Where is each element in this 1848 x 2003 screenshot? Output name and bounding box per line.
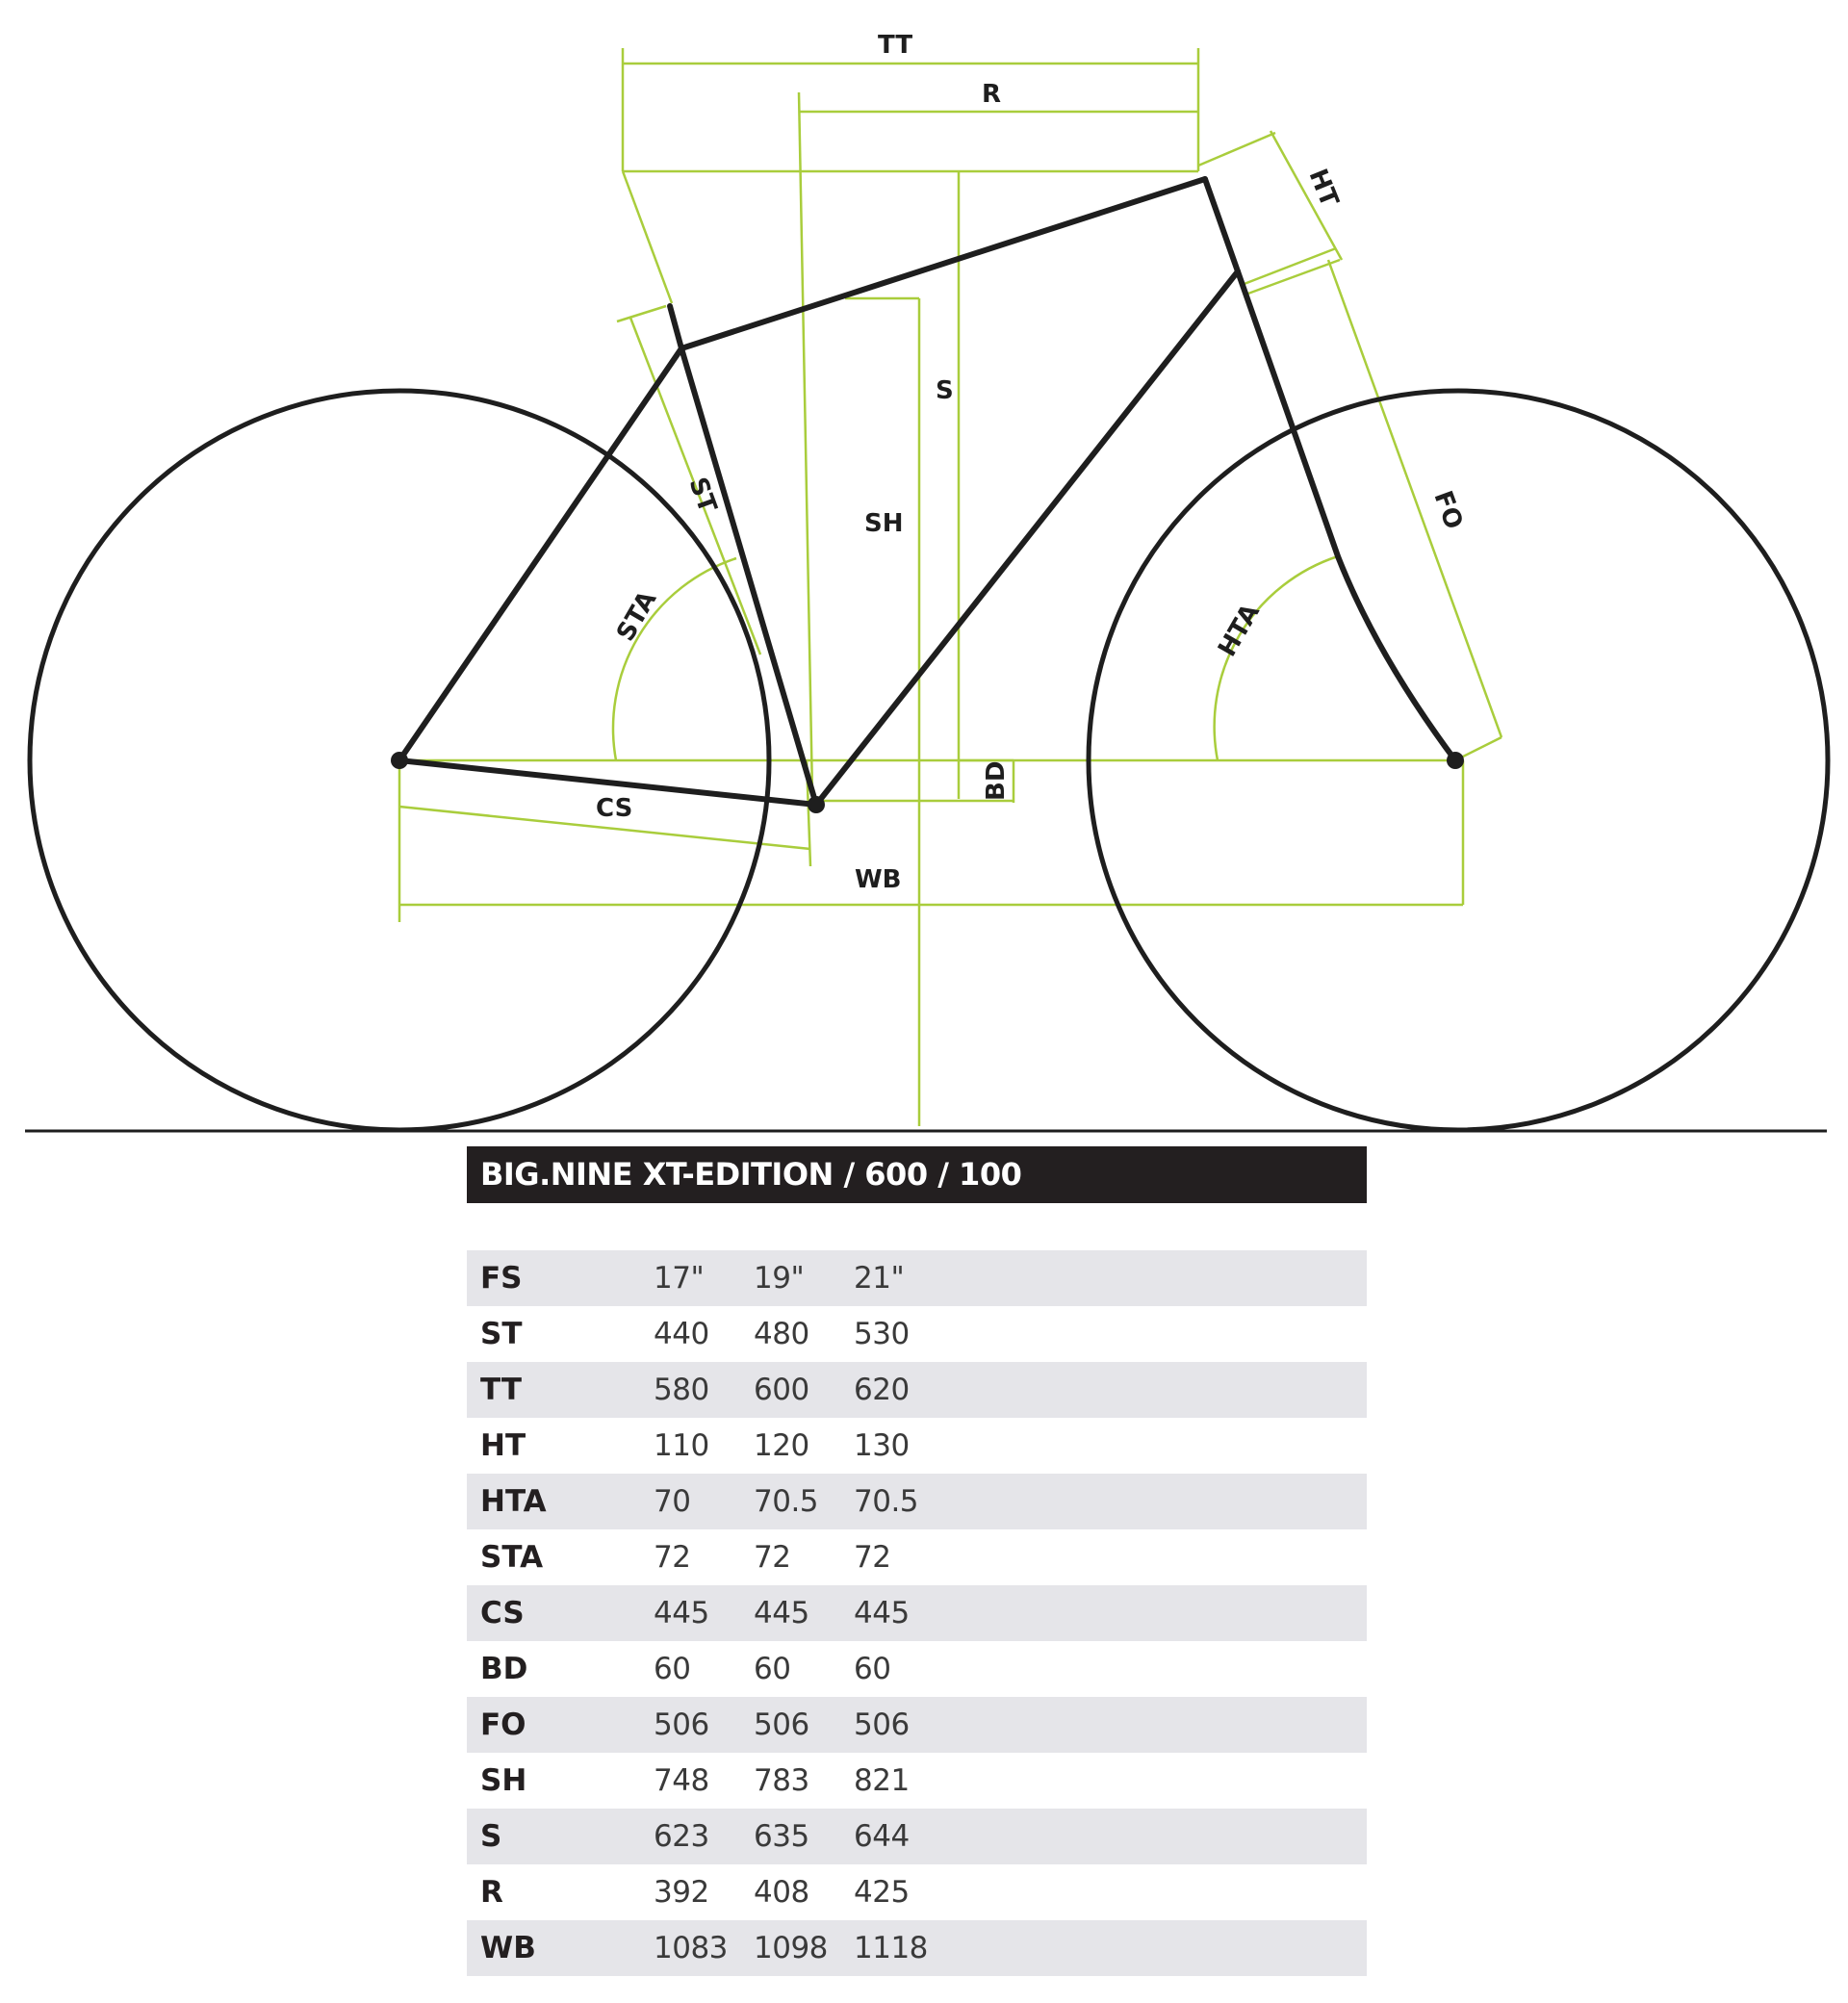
- table-row: [467, 1474, 1367, 1529]
- row-value: 60: [754, 1652, 791, 1686]
- row-key: ST: [480, 1317, 523, 1351]
- table-row: [467, 1809, 1367, 1864]
- row-value: 821: [854, 1763, 910, 1798]
- label-tt: TT: [878, 31, 913, 60]
- row-value: 392: [654, 1875, 709, 1910]
- row-value: 480: [754, 1317, 809, 1351]
- label-st: ST: [682, 474, 723, 517]
- label-r: R: [982, 80, 1002, 109]
- bottom-bracket: [808, 796, 825, 813]
- row-value: 408: [754, 1875, 809, 1910]
- row-value: 110: [654, 1428, 709, 1463]
- table-row: [467, 1306, 1367, 1362]
- row-key: S: [480, 1819, 502, 1854]
- row-value: 506: [854, 1708, 910, 1742]
- bike-frame: [399, 179, 1455, 805]
- label-hta: HTA: [1213, 599, 1266, 662]
- table-row: [467, 1529, 1367, 1585]
- row-value: 70.5: [854, 1484, 919, 1519]
- row-value: 644: [854, 1819, 910, 1854]
- table-title: BIG.NINE XT-EDITION / 600 / 100: [467, 1146, 1367, 1203]
- table-row: [467, 1920, 1367, 1976]
- table-row: [467, 1250, 1367, 1306]
- row-value: 506: [654, 1708, 709, 1742]
- row-value: 506: [754, 1708, 809, 1742]
- front-hub: [1447, 752, 1464, 769]
- row-value: 783: [754, 1763, 809, 1798]
- label-fo: FO: [1427, 487, 1469, 533]
- row-value: 620: [854, 1373, 910, 1407]
- table-row: [467, 1418, 1367, 1474]
- label-bd: BD: [982, 760, 1011, 801]
- row-key: SH: [480, 1763, 527, 1798]
- row-key: STA: [480, 1540, 544, 1575]
- row-value: 580: [654, 1373, 709, 1407]
- row-key: CS: [480, 1596, 525, 1631]
- row-key: TT: [480, 1373, 523, 1407]
- row-value: 70: [654, 1484, 691, 1519]
- row-value: 1098: [754, 1931, 828, 1965]
- row-value: 600: [754, 1373, 809, 1407]
- rear-hub: [391, 752, 408, 769]
- label-ht: HT: [1302, 165, 1345, 212]
- table-row: [467, 1697, 1367, 1753]
- row-value: 60: [654, 1652, 691, 1686]
- row-value: 1083: [654, 1931, 728, 1965]
- row-value: 445: [654, 1596, 709, 1631]
- row-value: 748: [654, 1763, 709, 1798]
- row-value: 17": [654, 1261, 705, 1296]
- label-s: S: [936, 376, 954, 405]
- table-row: [467, 1585, 1367, 1641]
- row-value: 72: [754, 1540, 791, 1575]
- label-sh: SH: [864, 509, 904, 538]
- row-key: BD: [480, 1652, 528, 1686]
- row-key: HTA: [480, 1484, 547, 1519]
- row-key: HT: [480, 1428, 526, 1463]
- label-cs: CS: [596, 794, 633, 823]
- table-row: [467, 1641, 1367, 1697]
- row-key: FS: [480, 1261, 523, 1296]
- row-key: R: [480, 1875, 503, 1910]
- row-value: 1118: [854, 1931, 928, 1965]
- row-key: WB: [480, 1931, 536, 1965]
- row-value: 72: [654, 1540, 691, 1575]
- row-value: 445: [854, 1596, 910, 1631]
- table-row: [467, 1753, 1367, 1809]
- dimension-lines: [399, 48, 1502, 1126]
- table-rows: [467, 1250, 1367, 1976]
- row-value: 19": [754, 1261, 805, 1296]
- row-value: 21": [854, 1261, 905, 1296]
- label-sta: STA: [611, 586, 663, 647]
- row-value: 530: [854, 1317, 910, 1351]
- table-row: [467, 1362, 1367, 1418]
- row-value: 130: [854, 1428, 910, 1463]
- geometry-table: [467, 1146, 1367, 1976]
- row-value: 623: [654, 1819, 709, 1854]
- row-value: 72: [854, 1540, 891, 1575]
- row-value: 440: [654, 1317, 709, 1351]
- row-value: 60: [854, 1652, 891, 1686]
- label-wb: WB: [855, 865, 902, 894]
- row-value: 635: [754, 1819, 809, 1854]
- row-value: 120: [754, 1428, 809, 1463]
- row-value: 425: [854, 1875, 910, 1910]
- row-value: 445: [754, 1596, 809, 1631]
- row-value: 70.5: [754, 1484, 819, 1519]
- table-row: [467, 1864, 1367, 1920]
- row-key: FO: [480, 1708, 526, 1742]
